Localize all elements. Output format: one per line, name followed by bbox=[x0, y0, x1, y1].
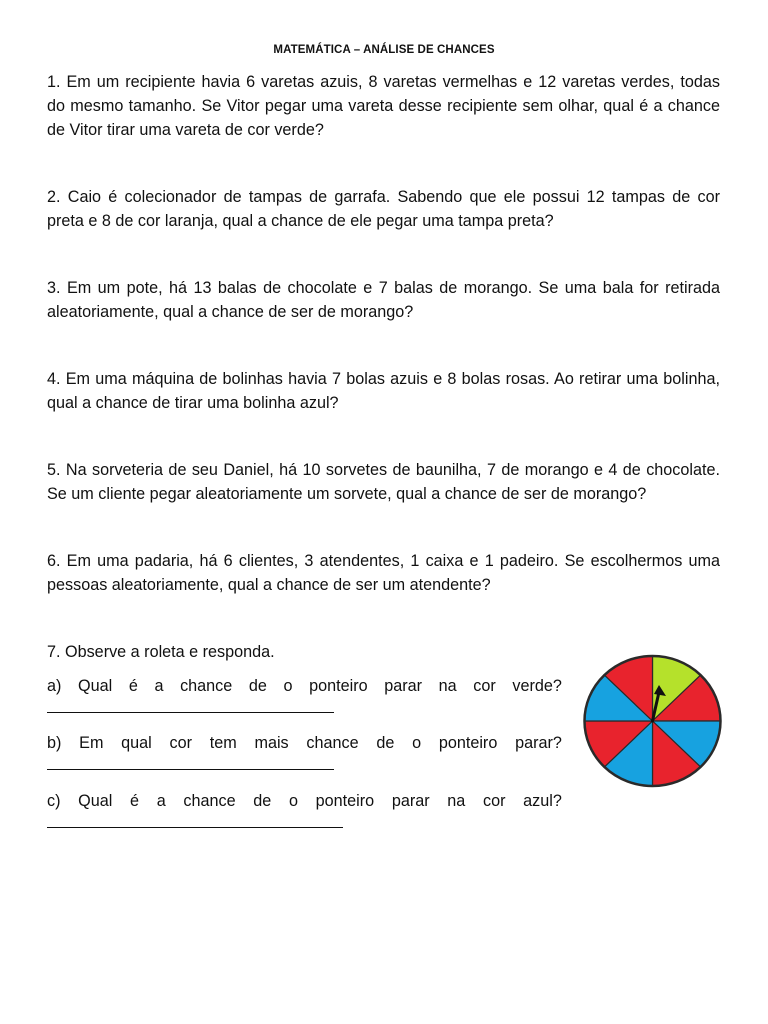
subquestion-word: chance bbox=[180, 677, 233, 695]
question-5: 5. Na sorveteria de seu Daniel, há 10 sorvetes de baunilha, 7 de morango e 4 de chocolate. Se um cliente pegar aleatoriamente um sorvete, qual a chance de ser de morango? bbox=[47, 461, 720, 503]
subquestion-word: de bbox=[248, 677, 267, 695]
subquestion-word: parar bbox=[384, 677, 423, 695]
subquestion-word: de bbox=[253, 792, 272, 810]
subquestion-word: ponteiro bbox=[309, 677, 368, 695]
subquestion-word: cor bbox=[169, 734, 192, 752]
question-2: 2. Caio é colecionador de tampas de garrafa. Sabendo que ele possui 12 tampas de cor preta e 8 de cor laranja, qual a chance de ele pegar uma tampa preta? bbox=[47, 188, 720, 230]
question-4: 4. Em uma máquina de bolinhas havia 7 bolas azuis e 8 bolas rosas. Ao retirar uma bolinha, qual a chance de tirar uma bolinha azul? bbox=[47, 370, 720, 412]
subquestion-b-text bbox=[47, 731, 562, 755]
subquestion-word: verde? bbox=[512, 677, 562, 695]
subquestion-word: o bbox=[288, 792, 298, 810]
subquestion-word: a bbox=[154, 677, 164, 695]
answer-line-b bbox=[47, 755, 334, 770]
subquestion-word: cor bbox=[482, 792, 506, 810]
subquestion-word: de bbox=[376, 734, 395, 752]
question-3: 3. Em um pote, há 13 balas de chocolate e 7 balas de morango. Se uma bala for retirada aleatoriamente, qual a chance de ser de morango? bbox=[47, 279, 720, 321]
roulette-wheel bbox=[582, 654, 723, 788]
subquestion-word: o bbox=[283, 677, 293, 695]
subquestion-word: tem bbox=[209, 734, 237, 752]
subquestion-word: na bbox=[447, 792, 466, 810]
subquestion-c-text bbox=[47, 789, 562, 813]
subquestion-word: b) bbox=[47, 734, 62, 752]
subquestion-word: o bbox=[412, 734, 422, 752]
subquestion-a bbox=[47, 674, 562, 713]
subquestion-word: chance bbox=[183, 792, 236, 810]
subquestion-word: a bbox=[156, 792, 166, 810]
subquestion-word: Em bbox=[79, 734, 104, 752]
subquestion-word: cor bbox=[473, 677, 496, 695]
subquestion-word: parar? bbox=[515, 734, 562, 752]
answer-line-a bbox=[47, 698, 334, 713]
question-7: 7. Observe a roleta e responda. bbox=[47, 643, 275, 661]
subquestion-c bbox=[47, 789, 562, 828]
subquestion-word: ponteiro bbox=[315, 792, 375, 810]
subquestion-word: c) bbox=[47, 792, 61, 810]
subquestion-word: Qual bbox=[78, 792, 113, 810]
subquestion-word: ponteiro bbox=[438, 734, 498, 752]
subquestion-word: qual bbox=[121, 734, 152, 752]
subquestion-a-text bbox=[47, 674, 562, 698]
answer-line-c bbox=[47, 813, 343, 828]
subquestion-word: chance bbox=[306, 734, 359, 752]
subquestion-b bbox=[47, 731, 562, 770]
subquestion-word: azul? bbox=[523, 792, 562, 810]
subquestion-word: é bbox=[128, 677, 138, 695]
subquestion-word: Qual bbox=[78, 677, 113, 695]
subquestion-word: mais bbox=[254, 734, 289, 752]
question-1: 1. Em um recipiente havia 6 varetas azuis, 8 varetas vermelhas e 12 varetas verdes, todas do mesmo tamanho. Se Vitor pegar uma vareta desse recipiente sem olhar, qual é a chance de Vitor tirar uma vareta de cor verde? bbox=[47, 73, 720, 139]
subquestion-word: é bbox=[130, 792, 140, 810]
page-title: MATEMÁTICA – ANÁLISE DE CHANCES bbox=[273, 44, 495, 56]
question-6: 6. Em uma padaria, há 6 clientes, 3 atendentes, 1 caixa e 1 padeiro. Se escolhermos uma pessoas aleatoriamente, qual a chance de ser um atendente? bbox=[47, 552, 720, 594]
subquestion-word: a) bbox=[47, 677, 62, 695]
subquestion-word: na bbox=[438, 677, 457, 695]
subquestion-word: parar bbox=[391, 792, 430, 810]
